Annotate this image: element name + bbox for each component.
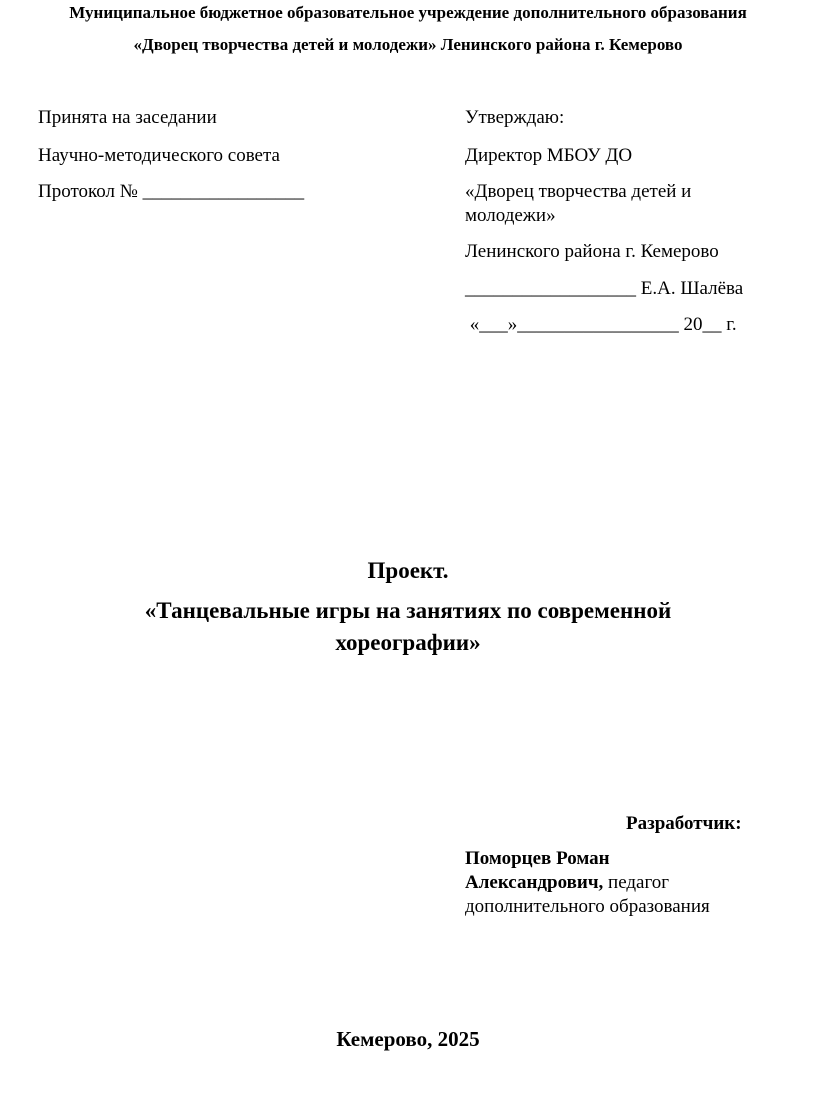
institution-name-line-2: «Дворец творчества детей и молодежи» Ленинского района г. Кемерово	[133, 35, 683, 54]
director-title: Директор МБОУ ДО	[465, 145, 633, 166]
director-signature-line: __________________ Е.А. Шалёва	[465, 278, 744, 299]
district-name: Ленинского района г. Кемерово	[465, 241, 719, 262]
developer-patronymic: Александрович,	[465, 872, 604, 893]
organization-name-line-2: молодежи»	[465, 205, 556, 226]
project-title-line-2: хореографии»	[335, 630, 481, 655]
approval-heading: Утверждаю:	[465, 107, 565, 128]
accepted-at-meeting: Принята на заседании	[38, 107, 217, 128]
developer-name-line-2	[465, 872, 669, 894]
organization-name-line-1: «Дворец творчества детей и	[465, 181, 692, 202]
protocol-number: Протокол № _________________	[38, 181, 305, 202]
city-and-year: Кемерово, 2025	[336, 1027, 480, 1051]
approval-date-line: «___»_________________ 20__ г.	[465, 314, 737, 335]
developer-role-line: дополнительного образования	[465, 896, 710, 917]
developer-heading: Разработчик:	[626, 813, 742, 834]
institution-name-line-1: Муниципальное бюджетное образовательное учреждение дополнительного образования	[69, 3, 747, 22]
document-type-title: Проект.	[367, 558, 449, 583]
council-name: Научно-методического совета	[38, 145, 280, 166]
developer-name-line-1: Поморцев Роман	[465, 848, 610, 869]
developer-role-part-1: педагог	[603, 872, 670, 893]
project-title-line-1: «Танцевальные игры на занятиях по современной	[144, 598, 672, 623]
